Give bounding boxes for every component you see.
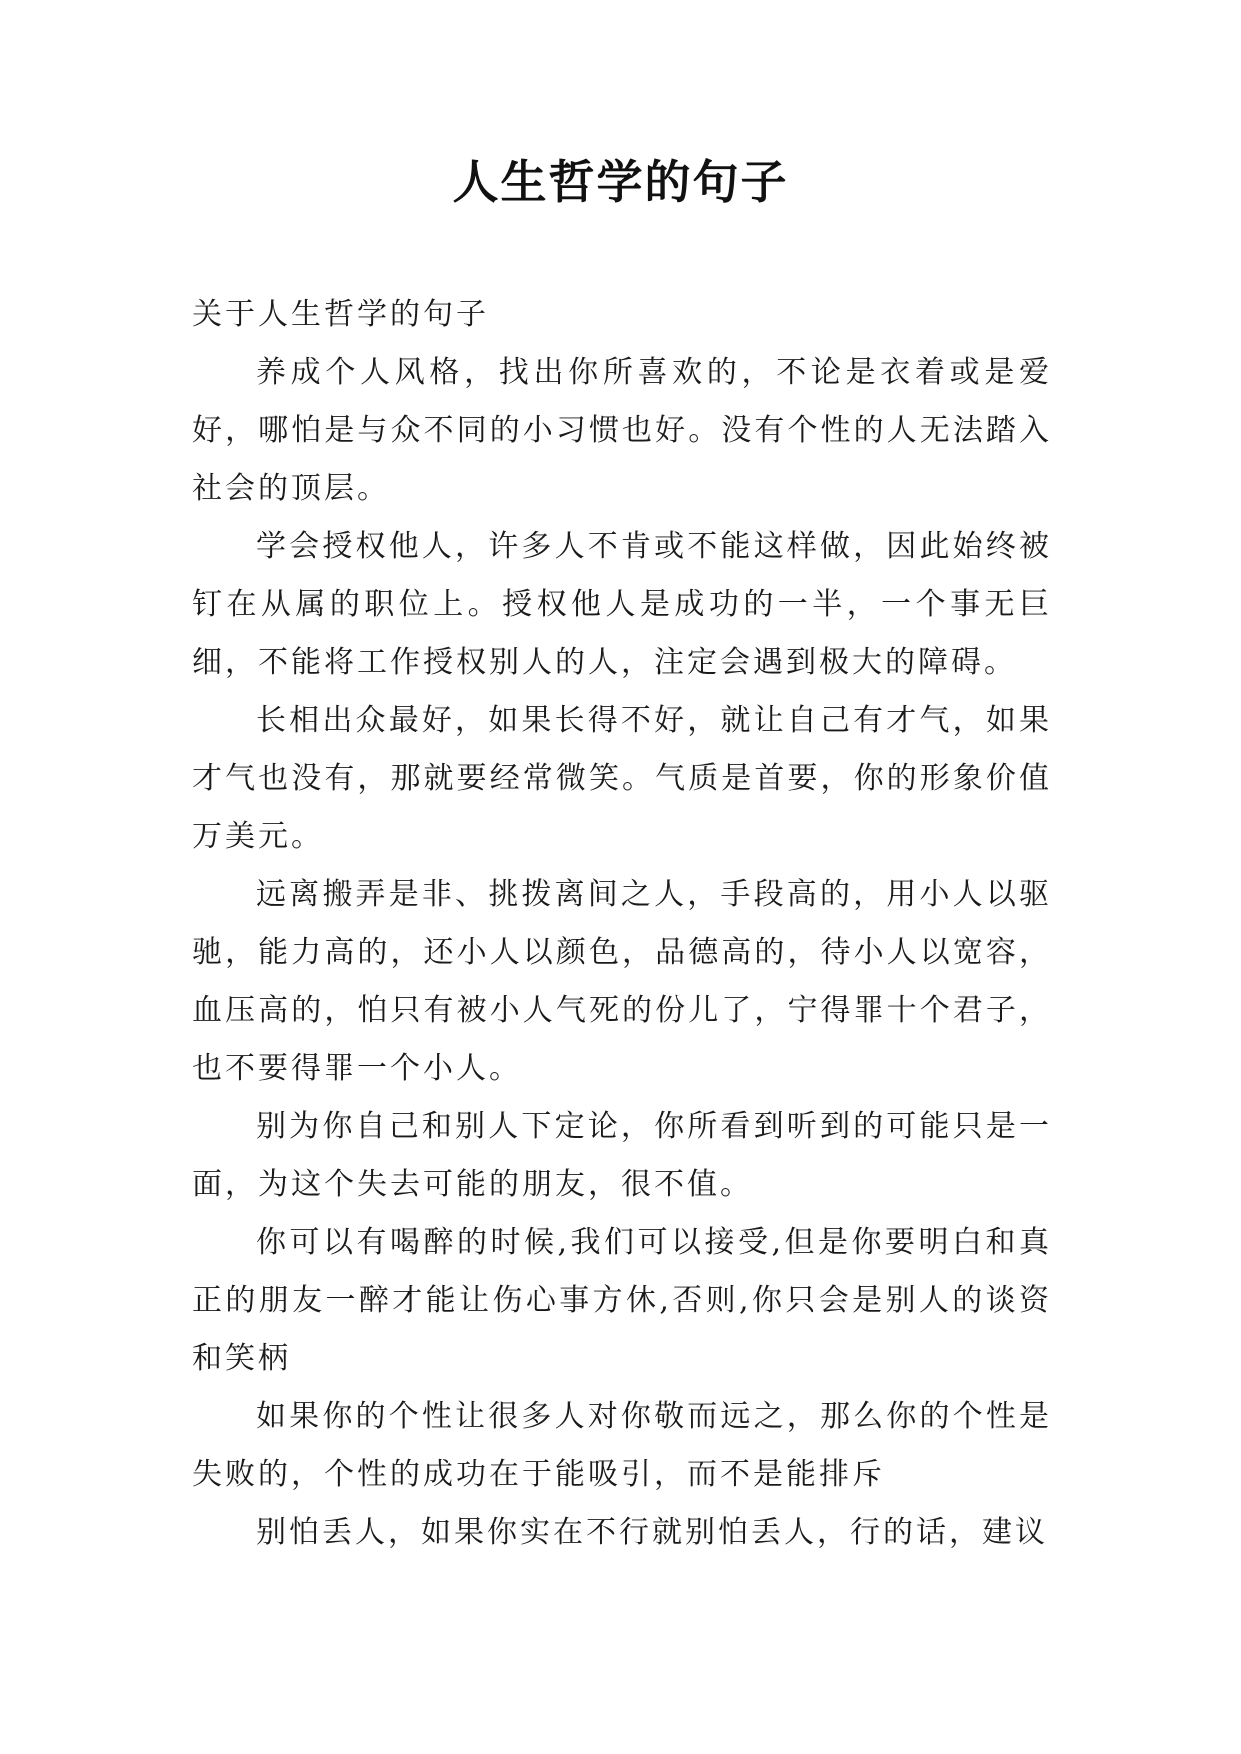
section-subtitle: 关于人生哲学的句子 (192, 297, 489, 332)
paragraph-appearance: 长相出众最好，如果长得不好，就让自己有才气，如果才气也没有，那就要经常微笑。气质是首要，你的形象价值万美元。 (192, 703, 1052, 854)
paragraph-gossip: 远离搬弄是非、挑拨离间之人，手段高的，用小人以驱驰，能力高的，还小人以颜色，品德高的，待小人以宽容，血压高的，怕只有被小人气死的份儿了，宁得罪十个君子，也不要得罪一个小人。 (192, 877, 1052, 1086)
paragraph-personality: 如果你的个性让很多人对你敬而远之，那么你的个性是失败的，个性的成功在于能吸引，而不是能排斥 (192, 1399, 1052, 1492)
paragraph-drinking: 你可以有喝醉的时候,我们可以接受,但是你要明白和真正的朋友一醉才能让伤心事方休,否则,你只会是别人的谈资和笑柄 (192, 1225, 1052, 1376)
paragraph-judgement: 别为你自己和别人下定论，你所看到听到的可能只是一面，为这个失去可能的朋友，很不值。 (192, 1109, 1052, 1202)
paragraph-embarrassment: 别怕丢人，如果你实在不行就别怕丢人，行的话，建议 (256, 1515, 1048, 1550)
document-body (192, 286, 1052, 1562)
paragraph-delegation: 学会授权他人，许多人不肯或不能这样做，因此始终被钉在从属的职位上。授权他人是成功的一半，一个事无巨细，不能将工作授权别人的人，注定会遇到极大的障碍。 (192, 529, 1052, 680)
paragraph-style: 养成个人风格，找出你所喜欢的，不论是衣着或是爱好，哪怕是与众不同的小习惯也好。没有个性的人无法踏入社会的顶层。 (192, 355, 1052, 506)
page-title: 人生哲学的句子 (452, 155, 789, 209)
